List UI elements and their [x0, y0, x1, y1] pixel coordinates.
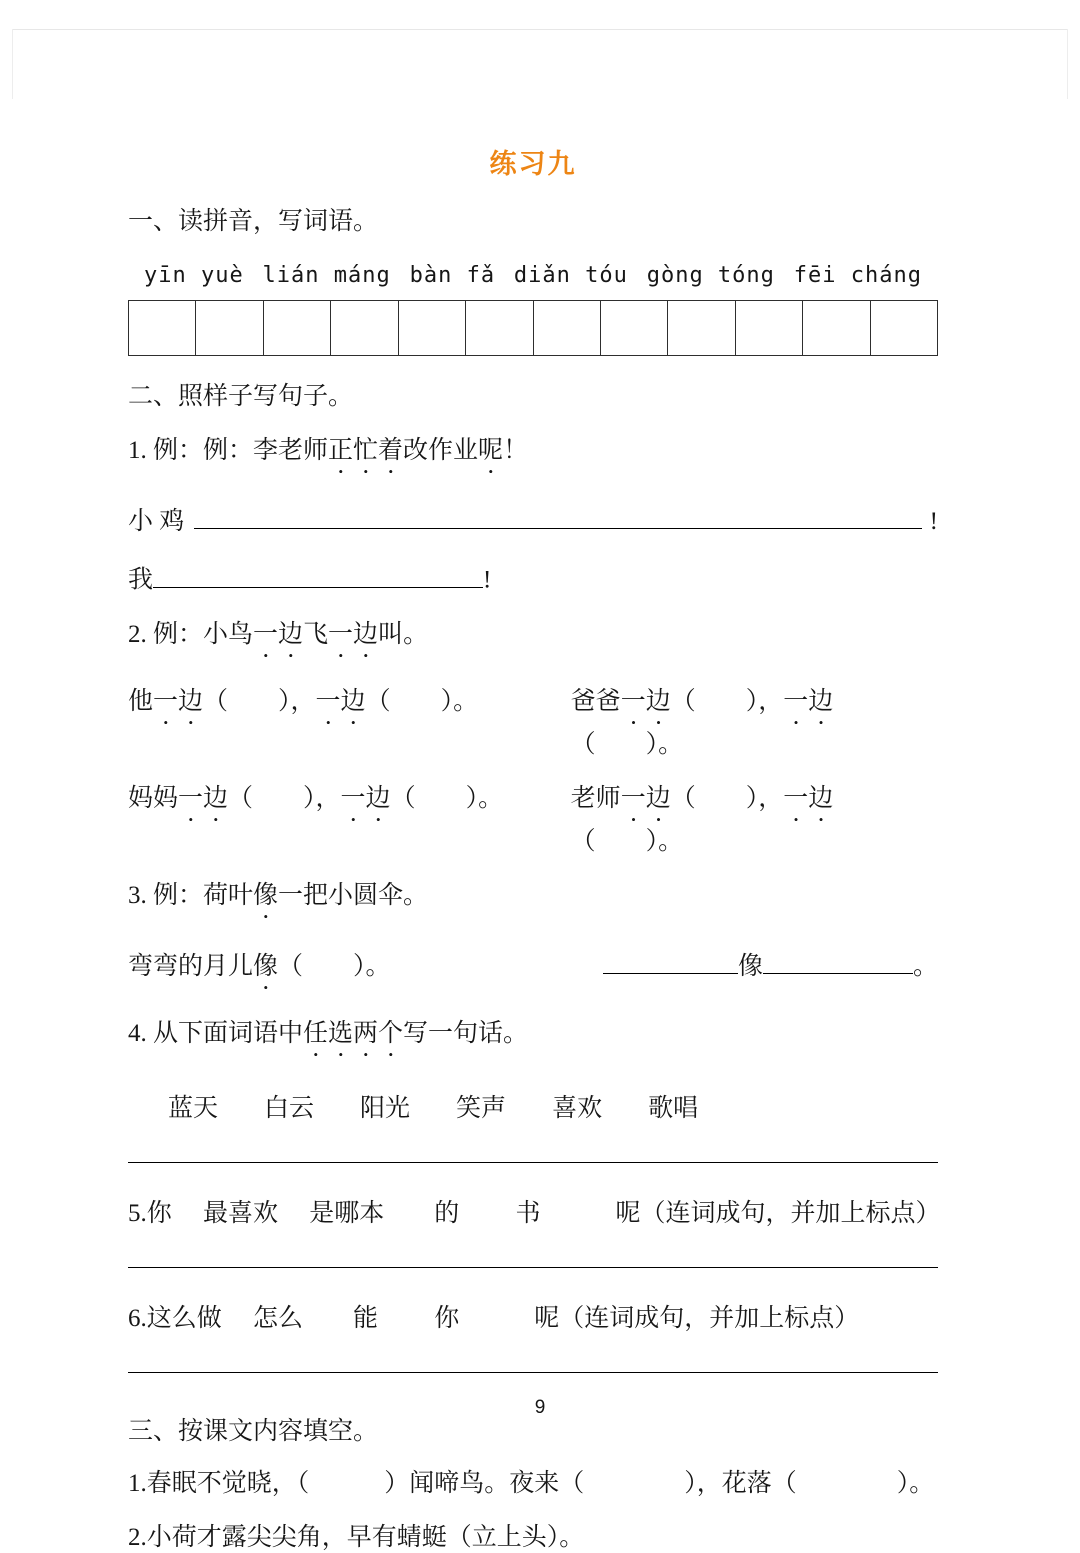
q1-blank1-label: 小 鸡 — [128, 508, 185, 536]
pinyin-word: lián máng — [262, 263, 391, 288]
q2-emphasis: 一边 — [315, 687, 366, 715]
q5-answer-underline — [128, 1267, 938, 1268]
writing-cell — [264, 301, 331, 355]
q3-blank-left — [603, 948, 738, 974]
section2-heading: 二、照样子写句子。 — [128, 383, 354, 410]
q2-paren: （ ）。 — [570, 827, 684, 855]
q1-blank1-suffix: ! — [929, 508, 938, 536]
q3-example — [128, 881, 938, 924]
writing-cell — [668, 301, 735, 355]
q2-paren: （ ）。 — [570, 730, 684, 758]
page-edge-left — [12, 29, 13, 99]
section3-fill-1: 1.春眠不觉晓，（ ）闻啼鸟。夜来（ ），花落（ ）。 — [128, 1469, 935, 1497]
q2-paren: （ ）。 — [390, 784, 504, 812]
q1-blank1-underline — [194, 503, 921, 529]
q2-row-2 — [128, 784, 938, 857]
q1-example-emphasis: 正忙着 — [328, 437, 404, 464]
pinyin-word: bàn fǎ — [409, 263, 496, 288]
section3-heading: 三、按课文内容填空。 — [128, 1417, 379, 1445]
q4-pre: 4. 从下面词语中 — [128, 1019, 304, 1047]
q2-emphasis: 一边 — [340, 784, 391, 812]
writing-cell — [534, 301, 601, 355]
q1-blank2-underline — [153, 561, 483, 587]
q1-example-emphasis: 呢 — [478, 437, 504, 464]
page-number: 9 — [534, 1397, 546, 1418]
writing-grid — [128, 300, 938, 356]
q4-word: 歌唱 — [648, 1094, 699, 1122]
q2-emphasis: 一边 — [620, 687, 671, 715]
q4-word: 阳光 — [360, 1094, 411, 1122]
q3-line-pre: 弯弯的月儿 — [128, 952, 254, 980]
writing-cell — [196, 301, 263, 355]
q3-like-word: 像 — [737, 952, 763, 980]
q4-word: 笑声 — [456, 1094, 507, 1122]
q1-blank-line-1 — [128, 503, 938, 537]
q3-line-paren: （ ）。 — [278, 952, 391, 980]
writing-cell — [331, 301, 398, 355]
q2-paren: （ ）， — [203, 687, 316, 715]
q1-blank-line-2 — [128, 561, 938, 595]
writing-cell — [466, 301, 533, 355]
writing-cell — [803, 301, 870, 355]
q2-subject: 妈妈 — [128, 784, 179, 812]
section1-heading: 一、读拼音，写词语。 — [128, 208, 379, 235]
q2-example-mid: 飞 — [303, 620, 329, 648]
q2-emphasis: 一边 — [153, 687, 204, 715]
writing-cell — [129, 301, 196, 355]
q2-paren: （ ）， — [228, 784, 341, 812]
q6-text: 6.这么做 怎么 能 你 呢（连词成句，并加上标点） — [128, 1304, 860, 1332]
q2-emphasis: 一边 — [178, 784, 229, 812]
q2-subject: 他 — [128, 687, 154, 715]
pinyin-word: gòng tóng — [646, 263, 775, 288]
q3-example-emphasis: 像 — [253, 881, 279, 909]
q2-phrase — [128, 687, 571, 760]
writing-cell — [871, 301, 937, 355]
q3-example-tail: 一把小圆伞。 — [278, 881, 429, 909]
q3-answer-line — [128, 948, 938, 995]
q2-phrase — [128, 784, 571, 857]
section3-fill-2: 2.小荷才露尖尖角，早有蜻蜓（立上头）。 — [128, 1523, 585, 1551]
q2-paren: （ ）， — [670, 687, 784, 715]
q2-emphasis: 一边 — [783, 687, 834, 715]
q4-word-bank — [128, 1088, 938, 1124]
q1-example-end: ！ — [503, 437, 529, 464]
q2-paren: （ ）。 — [365, 687, 479, 715]
q6-answer-underline — [128, 1372, 938, 1373]
q3-period: 。 — [912, 952, 938, 980]
q4-answer-underline — [128, 1162, 938, 1163]
q1-example-mid: 改作业 — [403, 437, 479, 464]
q4-tail: 写一句话。 — [403, 1019, 529, 1047]
q2-subject: 爸爸 — [570, 687, 621, 715]
q2-emphasis: 一边 — [620, 784, 671, 812]
q2-example-emphasis: 一边 — [328, 620, 379, 648]
pinyin-word: diǎn tóu — [513, 263, 628, 288]
q2-example-pre: 2. 例：小鸟 — [128, 620, 254, 648]
q2-paren: （ ）， — [670, 784, 784, 812]
page-edge-right — [1067, 29, 1068, 99]
q2-phrase — [571, 784, 938, 857]
q3-line-emphasis: 像 — [253, 952, 279, 980]
writing-cell — [399, 301, 466, 355]
q2-phrase — [571, 687, 938, 760]
q2-example-tail: 叫。 — [378, 620, 429, 648]
pinyin-word: fēi cháng — [793, 263, 922, 288]
q4-heading — [128, 1019, 938, 1062]
q3-example-pre: 3. 例：荷叶 — [128, 881, 254, 909]
q2-example — [128, 620, 938, 663]
q1-blank2-label: 我 — [128, 566, 154, 594]
q1-example-pre: 1. 例：例：李老师 — [128, 437, 329, 464]
q4-word: 蓝天 — [168, 1094, 219, 1122]
q1-example — [128, 436, 938, 479]
q2-row-1 — [128, 687, 938, 760]
q4-emphasis: 任选两个 — [303, 1019, 404, 1047]
q4-word: 喜欢 — [552, 1094, 603, 1122]
pinyin-row — [128, 263, 938, 288]
pinyin-word: yīn yuè — [144, 263, 244, 288]
q3-compare-group — [603, 948, 938, 982]
writing-cell — [601, 301, 668, 355]
q2-subject: 老师 — [570, 784, 621, 812]
q3-blank-right — [763, 948, 913, 974]
q1-blank2-suffix: ! — [483, 566, 492, 594]
page-title: 练习九 — [489, 149, 577, 179]
q4-word: 白云 — [264, 1094, 315, 1122]
q2-example-emphasis: 一边 — [253, 620, 304, 648]
worksheet-page — [128, 0, 941, 1553]
q5-text: 5.你 最喜欢 是哪本 的 书 呢（连词成句，并加上标点） — [128, 1199, 941, 1227]
writing-cell — [736, 301, 803, 355]
q2-emphasis: 一边 — [783, 784, 834, 812]
